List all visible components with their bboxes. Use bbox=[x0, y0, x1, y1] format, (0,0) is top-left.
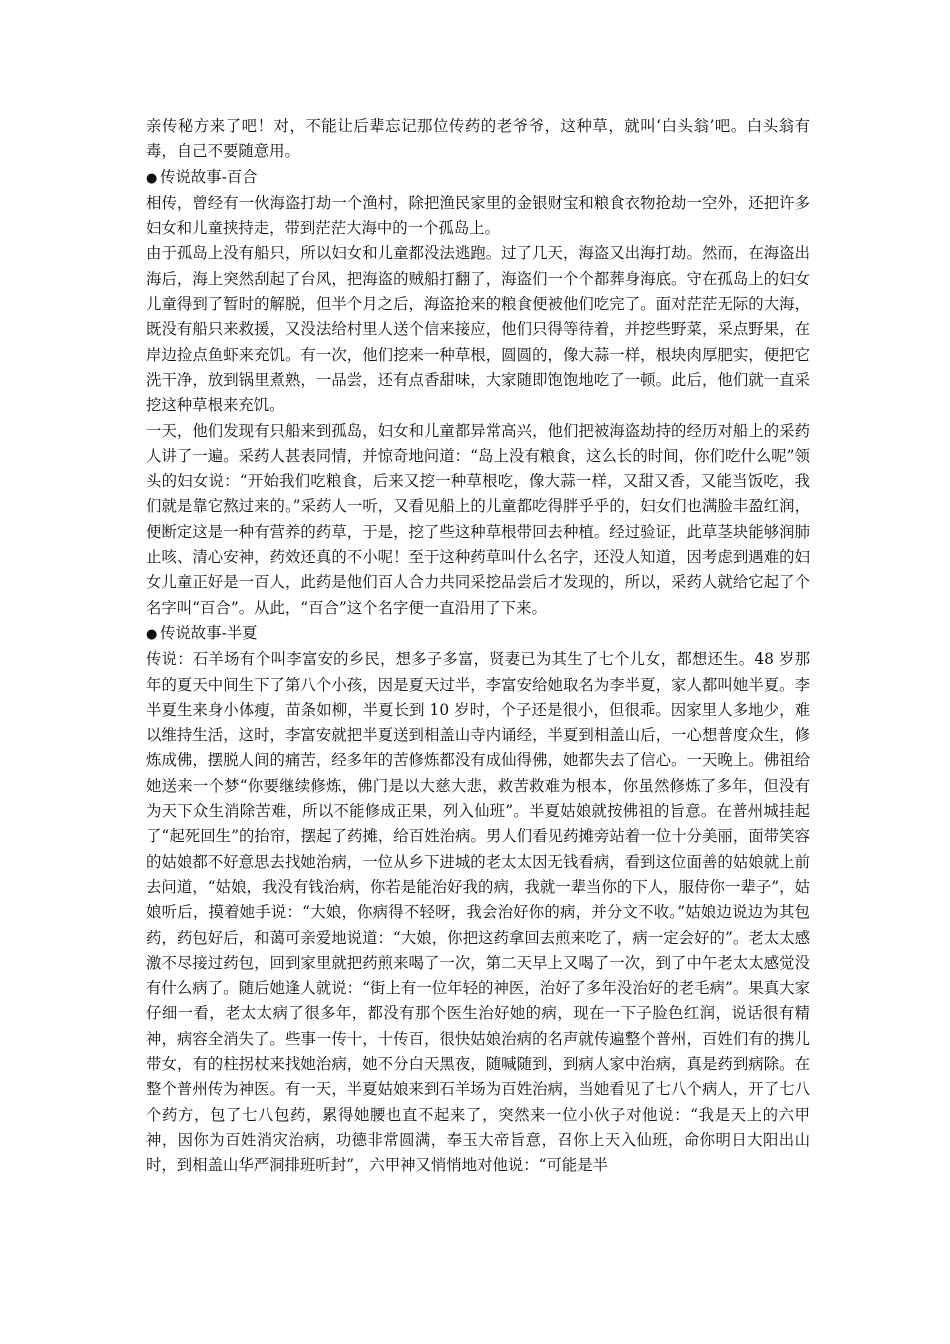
paragraph-baihe-1: 相传，曾经有一伙海盗打劫一个渔村，除把渔民家里的金银财宝和粮食衣物抢劫一空外，还把许多妇女和儿童挟持走，带到茫茫大海中的一个孤岛上。 bbox=[146, 193, 810, 238]
section-heading-baihe-text: 传说故事-百合 bbox=[160, 167, 258, 186]
paragraph-baitouweng-ending: 亲传秘方来了吧！对，不能让后辈忘记那位传药的老爷爷，这种草，就叫‘白头翁’吧。白头翁有毒，自己不要随意用。 bbox=[146, 117, 810, 161]
section-heading-baihe bbox=[146, 165, 810, 191]
section-heading-banxia bbox=[146, 621, 810, 647]
paragraph-baihe-3: 一天，他们发现有只船来到孤岛，妇女和儿童都异常高兴，他们把被海盗劫持的经历对船上的采药人讲了一遍。采药人甚表同情，并惊奇地问道：“岛上没有粮食，这么长的时间，你们吃什么呢”领头的妇女说：“开始我们吃粮食，后来又挖一种草根吃，像大蒜一样，又甜又香，又能当饭吃，我们就是靠它熬过来的。”采药人一听，又看见船上的儿童都吃得胖乎乎的，妇女们也满脸丰盈红润，便断定这是一种有营养的药草，于是，挖了些这种草根带回去种植。经过验证，此草茎块能够润肺止咳、清心安神，药效还真的不小呢！至于这种药草叫什么名字，还没人知道，因考虑到遇难的妇女儿童正好是一百人，此药是他们百人合力共同采挖品尝后才发现的，所以，采药人就给它起了个名字叫“百合”。从此，“百合”这个名字便一直沿用了下来。 bbox=[146, 421, 810, 617]
document-body bbox=[146, 114, 810, 1178]
bullet-icon: ● bbox=[146, 170, 158, 186]
bullet-icon: ● bbox=[146, 626, 158, 642]
paragraph-banxia-1: 传说：石羊场有个叫李富安的乡民，想多子多富，贤妻已为其生了七个儿女，都想还生。48 岁那年的夏天中间生下了第八个小孩，因是夏天过半，李富安给她取名为李半夏，家人都叫她半夏。李半夏生来身小体瘦，苗条如柳，半夏长到 10 岁时，个子还是很小，但很乖。因家里人多地少，难以维持生活，这时，李富安就把半夏送到相盖山寺内诵经，半夏到相盖山后，一心想普度众生，修炼成佛，摆脱人间的痛苦，经多年的苦修炼都没有成仙得佛，她都失去了信心。一天晚上。佛祖给她送来一个梦“你要继续修炼，佛门是以大慈大悲，救苦救难为根本，你虽然修炼了多年，但没有为天下众生消除苦难，所以不能修成正果，列入仙班”。半夏姑娘就按佛祖的旨意。在普州城挂起了“起死回生”的抬帘，摆起了药摊，给百姓治病。男人们看见药摊旁站着一位十分美丽，面带笑容的姑娘都不好意思去找她治病，一位从乡下进城的老太太因无钱看病，看到这位面善的姑娘就上前去问道，“姑娘，我没有钱治病，你若是能治好我的病，我就一辈当你的下人，服侍你一辈子”，姑娘听后，摸着她手说：“大娘，你病得不轻呀，我会治好你的病，并分文不收。”姑娘边说边为其包药，药包好后，和蔼可亲爱地说道：“大娘，你把这药拿回去煎来吃了，病一定会好的”。老太太感激不尽接过药包，回到家里就把药煎来喝了一次，第二天早上又喝了一次，到了中午老太太感觉没有什么病了。随后她逢人就说：“街上有一位年轻的神医，治好了多年没治好的老毛病”。果真大家仔细一看，老太太病了很多年，都没有那个医生治好她的病，现在一下子脸色红润，说话很有精神，病容全消失了。些事一传十，十传百，很快姑娘治病的名声就传遍整个普州，百姓们有的携儿带女，有的柱拐杖来找她治病，她不分白天黑夜，随喊随到，到病人家中治病，真是药到病除。在整个普州传为神医。有一天，半夏姑娘来到石羊场为百姓治病，当她看见了七八个病人，开了七八个药方，包了七八包药，累得她腰也直不起来了，突然来一位小伙子对他说：“我是天上的六甲神，因你为百姓消灾治病，功德非常圆满，奉玉大帝旨意，召你上天入仙班，命你明日大阳出山时，到相盖山华严洞排班听封”，六甲神又悄悄地对他说：“可能是半 bbox=[146, 650, 810, 1175]
section-heading-banxia-text: 传说故事-半夏 bbox=[160, 623, 258, 642]
paragraph-baihe-2: 由于孤岛上没有船只，所以妇女和儿童都没法逃跑。过了几天，海盗又出海打劫。然而，在海盗出海后，海上突然刮起了台风，把海盗的贼船打翻了，海盗们一个个都葬身海底。守在孤岛上的妇女儿童得到了暂时的解脱，但半个月之后，海盗抢来的粮食便被他们吃完了。面对茫茫无际的大海，既没有船只来救援，又没法给村里人送个信来接应，他们只得等待着，并挖些野菜，采点野果，在岸边捡点鱼虾来充饥。有一次，他们挖来一种草根，圆圆的，像大蒜一样，根块肉厚肥实，便把它洗干净，放到锅里煮熟，一品尝，还有点香甜味，大家随即饱饱地吃了一顿。此后，他们就一直采挖这种草根来充饥。 bbox=[146, 244, 810, 415]
